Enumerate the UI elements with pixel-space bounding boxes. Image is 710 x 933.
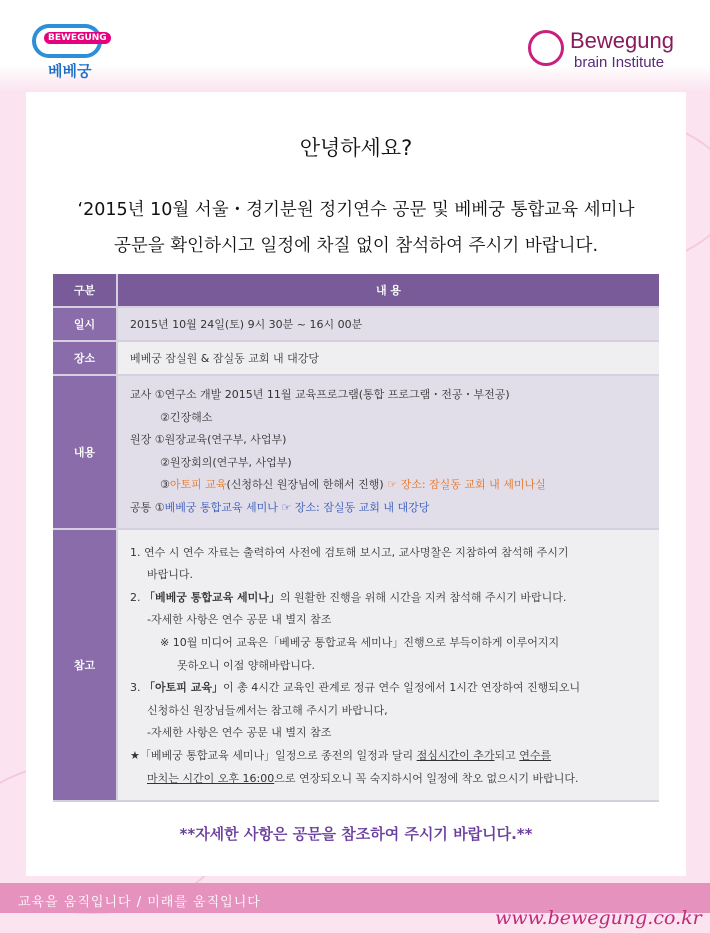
date-value: 2015년 10월 24일(토) 9시 30분 ~ 16시 00분 — [117, 307, 659, 341]
note-line: -자세한 사항은 연수 공문 내 별지 참조 — [147, 613, 332, 627]
note-line: 1. 연수 시 연수 자료는 출력하여 사전에 검토해 보시고, 교사명찰은 지참하여 참석해 주시기 — [130, 545, 569, 559]
table-row-notes — [53, 529, 659, 802]
content-line: ②원장회의(연구부, 사업부) — [160, 455, 292, 469]
table-row-date — [53, 307, 659, 341]
underlined-text: 점심시간이 추가 — [416, 748, 495, 762]
content-line: 원장 ①원장교육(연구부, 사업부) — [130, 433, 287, 447]
note-line — [130, 677, 659, 700]
content-text: ③ — [160, 478, 170, 492]
info-table — [53, 274, 659, 802]
note-line: -자세한 사항은 연수 공문 내 별지 참조 — [147, 726, 332, 740]
logo-title: Bewegung — [570, 28, 674, 53]
note-line: ※ 10월 미디어 교육은「베베궁 통합교육 세미나」진행으로 부득이하게 이루어지지 — [160, 635, 560, 649]
place-value: 베베궁 잠실원 & 잠실동 교회 내 대강당 — [117, 341, 659, 375]
note-line — [130, 745, 659, 768]
brain-icon — [528, 30, 564, 66]
slogan: 교육을 움직입니다 / 미래를 움직입니다 — [18, 895, 261, 910]
brain-institute-logo — [528, 28, 688, 74]
intro-line-2: 공문을 확인하시고 일정에 차질 없이 참석하여 주시기 바랍니다. — [113, 236, 599, 256]
content-text: 공통 ① — [130, 500, 165, 514]
seminar-highlight: 베베궁 통합교육 세미나 — [164, 500, 278, 514]
header-content: 내 용 — [117, 274, 659, 307]
place-note: ☞ 장소: 잠실동 교회 내 세미나실 — [383, 478, 546, 492]
notes-value — [117, 529, 659, 802]
table-row-content — [53, 375, 659, 529]
content-line: ②긴장해소 — [160, 410, 213, 424]
place-note: ☞ 장소: 잠실동 교회 내 대강당 — [277, 500, 430, 514]
note-text: 3. — [130, 681, 144, 695]
content-line — [130, 497, 659, 520]
underlined-text: 연수를 — [519, 748, 552, 762]
note-text: 2. — [130, 590, 144, 604]
note-line: 못하오니 이점 양해바랍니다. — [177, 658, 316, 672]
note-label: 참고 — [53, 529, 117, 802]
bewegung-logo — [30, 22, 112, 78]
seminar-emphasis: 「베베궁 통합교육 세미나」 — [144, 590, 280, 604]
logo-badge: BEWEGUNG — [44, 32, 111, 44]
note-line: 신청하신 원장님들께서는 참고해 주시기 바랍니다, — [147, 703, 388, 717]
intro-text — [26, 192, 686, 264]
greeting: 안녕하세요? — [299, 136, 413, 160]
note-text: 으로 연장되오니 꼭 숙지하시어 일정에 착오 없으시기 바랍니다. — [274, 771, 579, 785]
content-text: (신청하신 원장님에 한해서 진행) — [226, 478, 384, 492]
website-url[interactable]: www.bewegung.co.kr — [495, 907, 702, 929]
note-line — [130, 587, 659, 610]
table-header-row — [53, 274, 659, 307]
note-text: 의 원활한 진행을 위해 시간을 지켜 참석해 주시기 바랍니다. — [279, 590, 567, 604]
atopy-emphasis: 「아토피 교육」 — [144, 681, 223, 695]
content-line — [130, 474, 659, 497]
logo-subtitle: brain Institute — [574, 54, 665, 71]
underlined-text: 마치는 시간이 오후 16:00 — [147, 771, 275, 785]
content-value — [117, 375, 659, 529]
note-text: 이 총 4시간 교육인 관계로 정규 연수 일정에서 1시간 연장하여 진행되오니 — [222, 681, 581, 695]
note-text: ★「베베궁 통합교육 세미나」일정으로 종전의 일정과 달리 — [130, 748, 417, 762]
footer-note: **자세한 사항은 공문을 참조하여 주시기 바랍니다.** — [179, 825, 533, 843]
note-text: 되고 — [494, 748, 520, 762]
content-label: 내용 — [53, 375, 117, 529]
atopy-education-link: 아토피 교육 — [169, 478, 227, 492]
table-row-place — [53, 341, 659, 375]
note-line — [130, 768, 659, 791]
content-line: 교사 ①연구소 개발 2015년 11월 교육프로그램(통합 프로그램・전공・부전공) — [130, 388, 510, 401]
document-panel — [26, 92, 686, 876]
logo-text: 베베궁 — [48, 62, 92, 80]
date-label: 일시 — [53, 307, 117, 341]
place-label: 장소 — [53, 341, 117, 375]
note-line: 바랍니다. — [147, 568, 194, 582]
header-category: 구분 — [53, 274, 117, 307]
intro-line-1: ‘2015년 10월 서울・경기분원 정기연수 공문 및 베베궁 통합교육 세미나 — [77, 200, 635, 220]
